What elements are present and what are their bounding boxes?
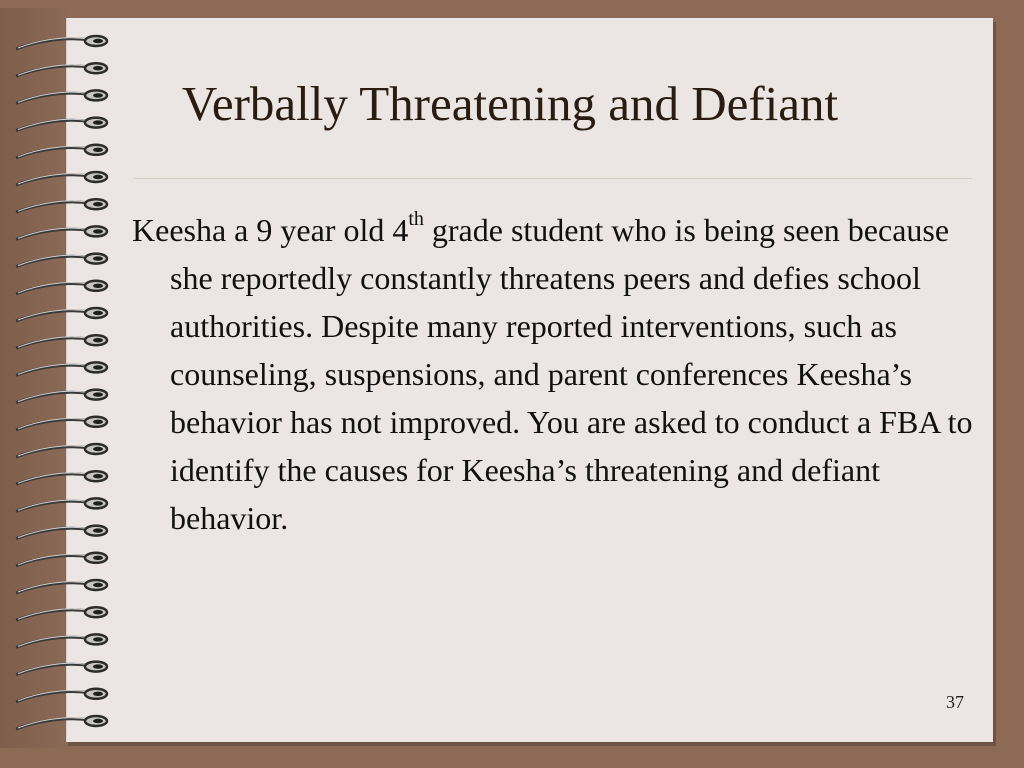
spiral-ring-icon [16, 689, 107, 702]
spiral-ring-icon [16, 526, 107, 539]
spiral-ring-icon [16, 471, 107, 484]
spiral-ring-icon [16, 308, 107, 321]
body-text-part1: Keesha a 9 year old 4 [132, 212, 409, 248]
spiral-ring-icon [16, 226, 107, 239]
spiral-ring-icon [16, 662, 107, 675]
spiral-ring-icon [16, 172, 107, 185]
page-number: 37 [946, 692, 964, 712]
body-text-part2: grade student who is being seen because she reportedly constantly threatens peers and defies school authorities. Despite many reported interventions, such as counseling, suspensions, and parent conferences Keesha’s behavior has not improved. You are asked to conduct a FBA to identify the causes for Keesha’s threatening and defiant behavior. [170, 212, 973, 536]
spiral-ring-icon [16, 63, 107, 76]
spiral-ring-icon [16, 254, 107, 267]
spiral-ring-icon [16, 390, 107, 403]
title-divider [134, 178, 972, 179]
spiral-ring-icon [16, 335, 107, 348]
spiral-ring-icon [16, 634, 107, 647]
slide-title: Verbally Threatening and Defiant [181, 76, 839, 131]
spiral-ring-icon [16, 553, 107, 566]
spiral-ring-icon [16, 362, 107, 375]
spiral-ring-icon [16, 90, 107, 103]
spiral-ring-icon [16, 498, 107, 511]
spiral-ring-icon [16, 580, 107, 593]
spiral-ring-icon [16, 281, 107, 294]
spiral-ring-icon [16, 199, 107, 212]
spiral-ring-icon [16, 145, 107, 158]
spiral-ring-icon [16, 417, 107, 430]
spiral-binding-icon [14, 22, 114, 742]
spiral-ring-icon [16, 607, 107, 620]
slide-body-text [132, 206, 992, 542]
spiral-ring-icon [16, 36, 107, 49]
spiral-ring-icon [16, 118, 107, 131]
spiral-ring-icon [16, 444, 107, 457]
ordinal-superscript: th [408, 208, 424, 231]
spiral-ring-icon [16, 716, 107, 729]
